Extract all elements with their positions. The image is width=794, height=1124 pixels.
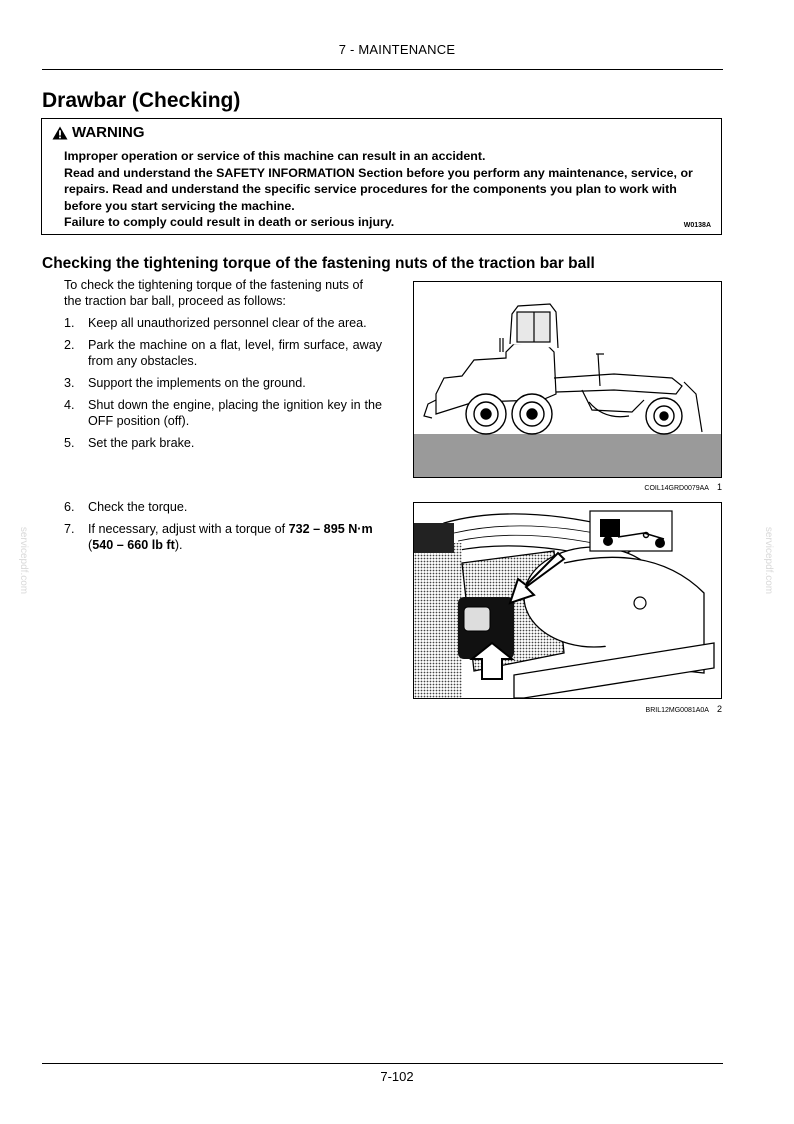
figure-number: 2 [716, 704, 722, 714]
steps-list [64, 315, 382, 457]
warning-heading [52, 124, 145, 141]
header-rule [42, 69, 723, 70]
step-text: Shut down the engine, placing the ignition key in the OFF position (off). [88, 398, 382, 428]
warning-line: Failure to comply could result in death or serious injury. [64, 215, 395, 230]
warning-code: W0138A [683, 222, 711, 229]
list-item [64, 397, 382, 429]
steps-list [64, 499, 382, 559]
step-number: 3. [64, 376, 75, 390]
page-title: Drawbar (Checking) [42, 89, 241, 112]
figure-fastening-nuts [413, 502, 722, 699]
figure-motor-grader [413, 281, 722, 478]
step-number: 5. [64, 436, 75, 450]
warning-box [41, 118, 722, 235]
step-number: 7. [64, 522, 75, 536]
watermark: servicepdf.com [763, 526, 775, 595]
list-item [64, 435, 382, 451]
step-text: Support the implements on the ground. [88, 376, 306, 390]
step-number: 1. [64, 316, 75, 330]
step-text: Park the machine on a flat, level, firm surface, away from any obstacles. [88, 338, 382, 368]
step-text-part: If necessary, adjust with a torque of [88, 522, 289, 536]
fastening-nuts-illustration [414, 503, 721, 698]
warning-text [64, 148, 704, 231]
page-number: 7-102 [380, 1069, 414, 1084]
motor-grader-illustration [414, 282, 721, 477]
figure-number: 1 [716, 482, 722, 492]
step-number: 6. [64, 500, 75, 514]
list-item [64, 521, 382, 553]
step-text: Keep all unauthorized personnel clear of the area. [88, 316, 367, 330]
figure-code: BRIL12MG0081A0A [645, 707, 709, 714]
step-text-part: ( [88, 538, 93, 552]
figure-code: COIL14GRD0079AA [644, 485, 709, 492]
step-text-part: ). [174, 538, 183, 552]
step-text: Check the torque. [88, 500, 188, 514]
watermark: servicepdf.com [18, 526, 30, 595]
step-text [88, 521, 382, 553]
list-item [64, 499, 382, 515]
figure-caption [413, 482, 722, 492]
list-item [64, 337, 382, 369]
section-header: 7 - MAINTENANCE [338, 42, 456, 57]
procedure-intro: To check the tightening torque of the fastening nuts of the traction bar ball, proceed as follows: [64, 278, 363, 308]
torque-nm: 732 – 895 N·m [288, 522, 373, 536]
footer-rule [42, 1063, 723, 1064]
step-number: 4. [64, 398, 75, 412]
warning-triangle-icon [52, 126, 68, 140]
torque-lbft: 540 – 660 lb ft [92, 538, 175, 552]
step-text: Set the park brake. [88, 436, 195, 450]
list-item [64, 315, 382, 331]
figure-caption [413, 704, 722, 714]
procedure-title: Checking the tightening torque of the fastening nuts of the traction bar ball [42, 255, 595, 272]
warning-line: Read and understand the SAFETY INFORMATION Section before you perform any maintenance, service, or repairs. Read and understand the specific service procedures for the components you plan to work with before you start servicing the machine. [64, 165, 693, 213]
warning-label: WARNING [72, 124, 145, 141]
list-item [64, 375, 382, 391]
step-number: 2. [64, 338, 75, 352]
warning-line: Improper operation or service of this machine can result in an accident. [64, 149, 486, 163]
